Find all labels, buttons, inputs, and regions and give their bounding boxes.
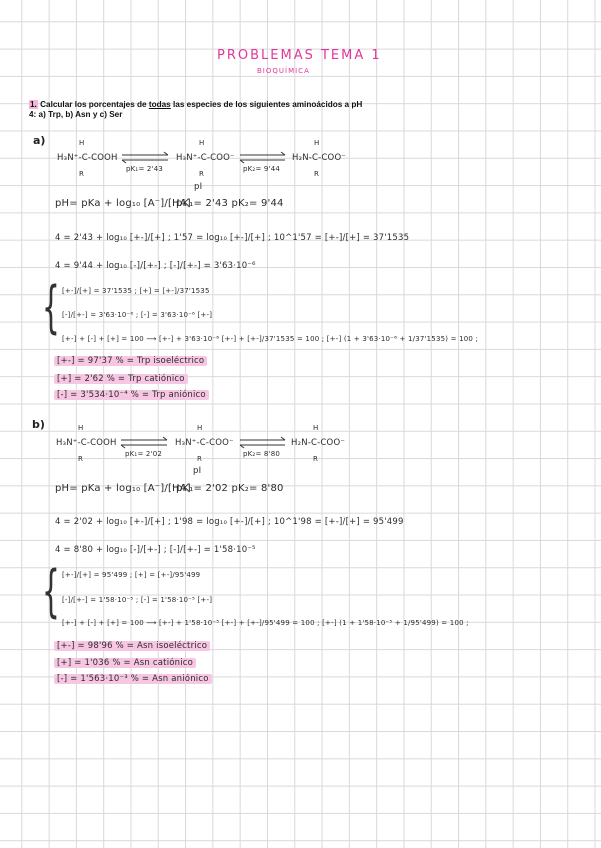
b-species-1: H₃N⁺-C-COOH xyxy=(56,438,117,448)
a-species-3: H₂N-C-COO⁻ xyxy=(292,153,347,163)
b-species-3: H₂N-C-COO⁻ xyxy=(291,438,346,448)
page-subtitle: BIOQUÍMICA xyxy=(257,67,310,75)
a-h-top-3: H xyxy=(314,139,320,147)
b-result-isoelectric: [+-] = 98'96 % = Asn isoeléctrico xyxy=(54,641,210,651)
b-arrow-2 xyxy=(240,437,285,448)
b-result-anionic: [-] = 1'563·10⁻³ % = Asn aniónico xyxy=(54,674,212,684)
b-arrow-1 xyxy=(121,437,167,448)
b-sys3: [+-] + [-] + [+] = 100 ⟶ [+-] + 1'58·10⁻⁵ [+-] + [+-]/95'499 = 100 ; [+-] (1 + 1'58·10⁻⁵ + 1/95'499) = 100 ; xyxy=(62,619,469,627)
a-h-top-1: H xyxy=(79,139,85,147)
a-result-isoelectric: [+-] = 97'37 % = Trp isoeléctrico xyxy=(54,356,207,366)
a-henderson-eq: pH= pKa + log₁₀ [A⁻]/[HA] xyxy=(55,198,191,209)
b-r-bottom-2: R xyxy=(197,455,203,463)
a-species-2: H₃N⁺-C-COO⁻ xyxy=(176,153,235,163)
a-r-bottom-3: R xyxy=(314,170,320,178)
a-eq2: 4 = 9'44 + log₁₀ [-]/[+-] ; [-]/[+-] = 3'63·10⁻⁶ xyxy=(55,261,256,271)
b-eq1: 4 = 2'02 + log₁₀ [+-]/[+] ; 1'98 = log₁₀ [+-]/[+] ; 10^1'98 = [+-]/[+] = 95'499 xyxy=(55,517,404,527)
b-species-2: H₃N⁺-C-COO⁻ xyxy=(175,438,234,448)
a-pk2-label: pK₂= 9'44 xyxy=(243,165,281,173)
a-eq1: 4 = 2'43 + log₁₀ [+-]/[+] ; 1'57 = log₁₀ [+-]/[+] ; 10^1'57 = [+-]/[+] = 37'1535 xyxy=(55,233,410,243)
problem-line2: 4: a) Trp, b) Asn y c) Ser xyxy=(29,110,123,119)
a-sys1: [+-]/[+] = 37'1535 ; [+] = [+-]/37'1535 xyxy=(62,287,210,295)
a-species-1: H₃N⁺-C-COOH xyxy=(57,153,118,163)
a-pk1-label: pK₁= 2'43 xyxy=(126,165,164,173)
b-sys2: [-]/[+-] = 1'58·10⁻⁵ ; [-] = 1'58·10⁻⁵ [+-] xyxy=(62,596,213,604)
a-pI: pI xyxy=(194,182,203,192)
a-arrow-1 xyxy=(122,152,168,163)
a-sys3: [+-] + [-] + [+] = 100 ⟶ [+-] + 3'63·10⁻⁶ [+-] + [+-]/37'1535 = 100 ; [+-] (1 + 3'63·10⁻⁶ + 1/37'1535) = 100 ; xyxy=(62,335,479,343)
problem-text-b: las especies de los siguientes aminoácidos a pH xyxy=(170,100,363,109)
b-h-top-2: H xyxy=(197,424,203,432)
b-pk2-label: pK₂= 8'80 xyxy=(243,450,281,458)
b-r-bottom-3: R xyxy=(313,455,319,463)
a-result-cationic: [+] = 2'62 % = Trp catiónico xyxy=(54,374,188,384)
part-b-label: b) xyxy=(32,418,45,431)
b-pk-values: pK₁= 2'02 pK₂= 8'80 xyxy=(176,483,284,494)
a-r-bottom-1: R xyxy=(79,170,85,178)
a-system-brace: { xyxy=(42,275,60,340)
page-title: PROBLEMAS TEMA 1 xyxy=(217,48,382,63)
b-h-top-1: H xyxy=(78,424,84,432)
b-system-brace: { xyxy=(42,559,60,624)
problem-number: 1. xyxy=(30,100,37,109)
a-pk-values: pK₁= 2'43 pK₂= 9'44 xyxy=(176,198,284,209)
b-sys1: [+-]/[+] = 95'499 ; [+] = [+-]/95'499 xyxy=(62,571,201,579)
a-arrow-2 xyxy=(240,152,285,163)
part-a-label: a) xyxy=(33,134,46,147)
b-henderson-eq: pH= pKa + log₁₀ [A⁻]/[HA] xyxy=(55,483,191,494)
a-r-bottom-2: R xyxy=(199,170,205,178)
b-result-cationic: [+] = 1'036 % = Asn catiónico xyxy=(54,658,196,668)
b-pI: pI xyxy=(193,466,202,476)
a-result-anionic: [-] = 3'534·10⁻⁴ % = Trp aniónico xyxy=(54,390,209,400)
problem-text-a: Calcular los porcentajes de xyxy=(37,100,149,109)
b-eq2: 4 = 8'80 + log₁₀ [-]/[+-] ; [-]/[+-] = 1'58·10⁻⁵ xyxy=(55,545,256,555)
problem-text-underlined: todas xyxy=(148,100,171,109)
a-sys2: [-]/[+-] = 3'63·10⁻⁶ ; [-] = 3'63·10⁻⁶ [+-] xyxy=(62,311,213,319)
b-pk1-label: pK₁= 2'02 xyxy=(125,450,163,458)
a-h-top-2: H xyxy=(199,139,205,147)
b-h-top-3: H xyxy=(313,424,319,432)
b-r-bottom-1: R xyxy=(78,455,84,463)
